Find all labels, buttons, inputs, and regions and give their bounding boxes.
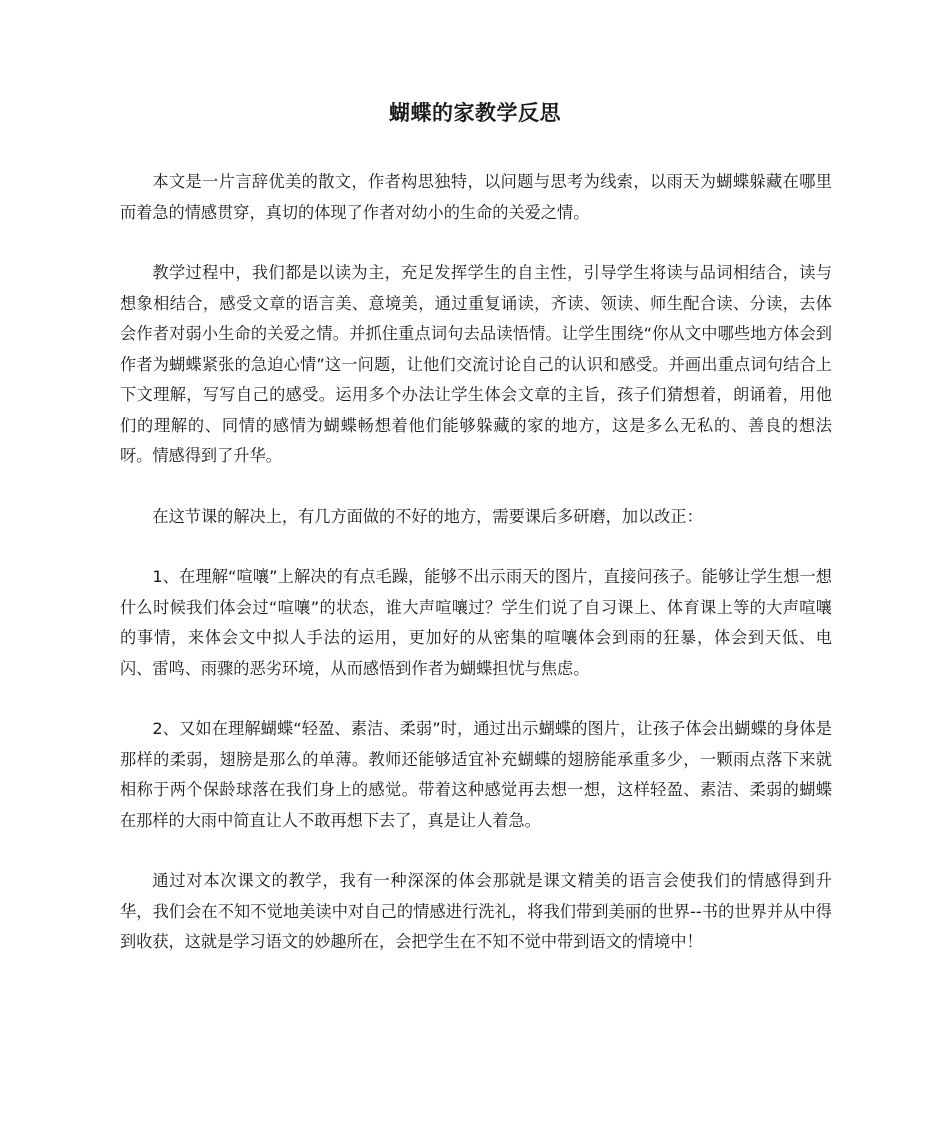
document-title: 蝴蝶的家教学反思 [389, 101, 561, 125]
paragraph-teaching-process: 教学过程中，我们都是以读为主，充足发挥学生的自主性，引导学生将读与品词相结合，读与想象相结合，感受文章的语言美、意境美，通过重复诵读，齐读、领读、师生配合读、分读，去体会作者对弱小生命的关爱之情。并抓住重点词句去品读悟情。让学生围绕“你从文中哪些地方体会到作者为蝴蝶紧张的急迫心情”这一问题，让他们交流讨论自己的认识和感受。并画出重点词句结合上下文理解，写写自己的感受。运用多个办法让学生体会文章的主旨，孩子们猜想着，朗诵着，用他们的理解的、同情的感情为蝴蝶畅想着他们能够躲藏的家的地方，这是多么无私的、善良的想法呀。情感得到了升华。 [120, 263, 832, 465]
paragraph-point-2: 2、又如在理解蝴蝶“轻盈、素洁、柔弱”时，通过出示蝴蝶的图片，让孩子体会出蝴蝶的身体是那样的柔弱，翅膀是那么的单薄。教师还能够适宜补充蝴蝶的翅膀能承重多少，一颗雨点落下来就相称于两个保龄球落在我们身上的感觉。带着这种感觉再去想一想，这样轻盈、素洁、柔弱的蝴蝶在那样的大雨中简直让人不敢再想下去了，真是让人着急。 [120, 719, 832, 830]
document-body [120, 167, 832, 988]
paragraph-point-1: 1、在理解“喧嚷”上解决的有点毛躁，能够不出示雨天的图片，直接问孩子。能够让学生想一想什么时候我们体会过“喧嚷”的状态，谁大声喧嚷过？学生们说了自习课上、体育课上等的大声喧嚷的事情，来体会文中拟人手法的运用，更加好的从密集的喧嚷体会到雨的狂暴，体会到天低、电闪、雷鸣、雨骤的恶劣环境，从而感悟到作者为蝴蝶担忧与焦虑。 [120, 567, 832, 678]
paragraph-conclusion: 通过对本次课文的教学，我有一种深深的体会那就是课文精美的语言会使我们的情感得到升华，我们会在不知不觉地美读中对自己的情感进行洗礼，将我们带到美丽的世界--书的世界并从中得到收获，这就是学习语文的妙趣所在，会把学生在不知不觉中带到语文的情境中！ [120, 871, 832, 951]
paragraph-intro: 本文是一片言辞优美的散文，作者构思独特，以问题与思考为线索，以雨天为蝴蝶躲藏在哪里而着急的情感贯穿，真切的体现了作者对幼小的生命的关爱之情。 [120, 172, 832, 222]
paragraph-shortcomings-intro: 在这节课的解决上，有几方面做的不好的地方，需要课后多研磨，加以改正： [152, 506, 703, 526]
